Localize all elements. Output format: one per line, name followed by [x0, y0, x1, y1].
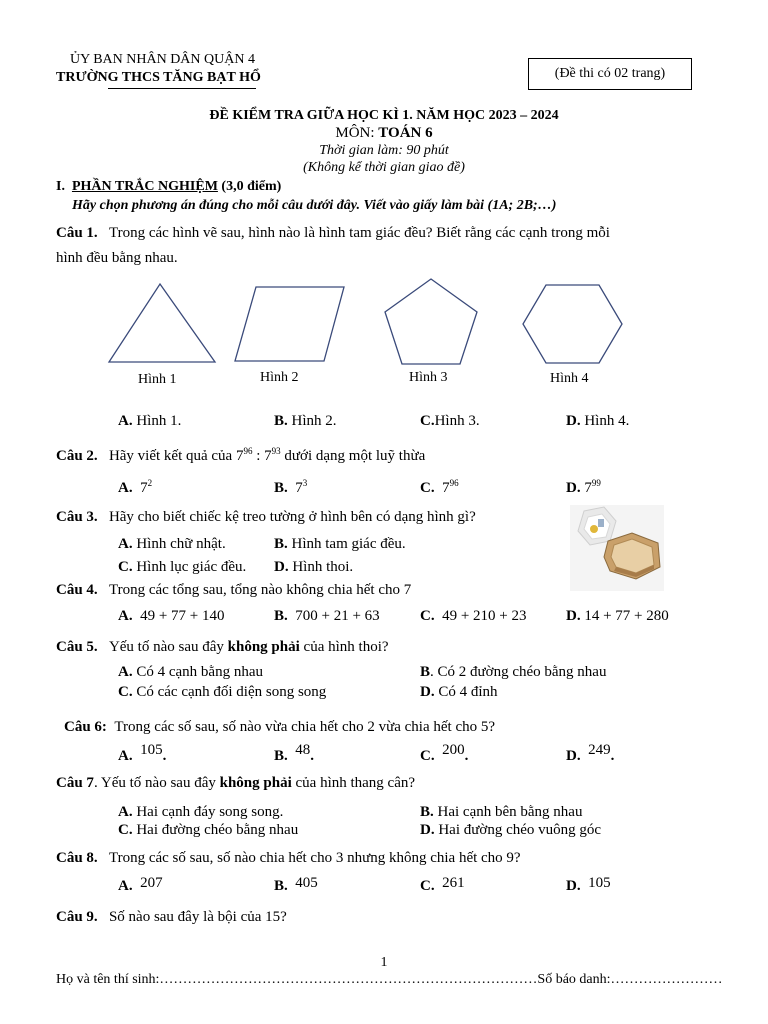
q8-option-b: B. 405	[274, 875, 318, 894]
exam-title: ĐỀ KIỂM TRA GIỮA HỌC KÌ 1. NĂM HỌC 2023 – 2024	[209, 108, 559, 123]
q3-option-d: D. Hình thoi.	[274, 559, 354, 575]
q8-option-a: A. 207	[118, 875, 163, 894]
q8-line	[56, 850, 521, 867]
q5-label: Câu 5.	[56, 639, 98, 655]
q2-label: Câu 2.	[56, 448, 98, 464]
q2-option-c: C. $7^{96}$	[420, 478, 459, 496]
q3-line	[56, 509, 476, 526]
q6-option-b: B. 48.	[274, 742, 315, 764]
page-number: 1	[380, 955, 388, 970]
q6-option-a: A. 105.	[118, 742, 167, 764]
subject-name: TOÁN 6	[378, 125, 433, 141]
subject-label: MÔN:	[335, 125, 379, 141]
q5-option-d: D. Có 4 đỉnh	[420, 684, 498, 700]
hexagon-shelf-photo	[570, 505, 664, 591]
q8-label: Câu 8.	[56, 850, 98, 866]
q1-label: Câu 1.	[56, 225, 98, 241]
q1-text1: Trong các hình vẽ sau, hình nào là hình tam giác đều? Biết rằng các cạnh trong mỗi	[108, 225, 610, 241]
q3-option-a: A. Hình chữ nhật.	[118, 536, 226, 552]
q1-line1	[56, 225, 610, 242]
q7-option-a: A. Hai cạnh đáy song song.	[118, 804, 284, 820]
q4-label: Câu 4.	[56, 582, 98, 598]
exam-time: Thời gian làm: 90 phút	[319, 143, 449, 158]
q1-text2: hình đều bằng nhau.	[56, 250, 178, 266]
pages-note-box: (Đề thi có 02 trang)	[528, 58, 692, 90]
q8-option-d: D. 105	[566, 875, 611, 894]
q1-option-a: A. Hình 1.	[118, 413, 182, 429]
q7-label: Câu 7	[56, 775, 94, 791]
q7-option-c: C. Hai đường chéo bằng nhau	[118, 822, 299, 838]
figure-parallelogram	[234, 285, 346, 363]
q7-option-b: B. Hai cạnh bên bằng nhau	[420, 804, 583, 820]
q4-option-c: C. 49 + 210 + 23	[420, 608, 527, 624]
figure-hexagon	[522, 284, 624, 364]
q2-option-a: A. $7^2$	[118, 478, 153, 496]
q6-line	[64, 719, 495, 736]
q5-option-c: C. Có các cạnh đối diện song song	[118, 684, 327, 700]
figure-label-4: Hình 4	[550, 371, 589, 386]
q2-text-after: dưới dạng một luỹ thừa	[280, 448, 426, 464]
q4-text: Trong các tổng sau, tổng nào không chia hết cho 7	[108, 582, 412, 598]
section-heading	[56, 179, 281, 195]
section-title: PHẦN TRẮC NGHIỆM	[71, 179, 218, 194]
school-underline	[108, 88, 256, 89]
q3-text: Hãy cho biết chiếc kệ treo tường ở hình bên có dạng hình gì?	[108, 509, 476, 525]
q4-option-a: A. 49 + 77 + 140	[118, 608, 225, 624]
q4-option-b: B. 700 + 21 + 63	[274, 608, 380, 624]
q9-label: Câu 9.	[56, 909, 98, 925]
q4-option-d: D. 14 + 77 + 280	[566, 608, 669, 624]
section-points: (3,0 điểm)	[217, 179, 282, 194]
q6-text: Trong các số sau, số nào vừa chia hết cho 2 vừa chia hết cho 5?	[114, 719, 496, 735]
q2-option-b: B. $7^3$	[274, 478, 308, 496]
figure-label-1: Hình 1	[138, 372, 177, 387]
q6-label: Câu 6:	[64, 719, 107, 735]
q7-line: Câu 7. Yếu tố nào sau đây không phải của hình thang cân?	[56, 775, 416, 791]
q1-option-c: C.Hình 3.	[420, 413, 480, 429]
figure-label-3: Hình 3	[409, 370, 448, 385]
q5-option-b: B. Có 2 đường chéo bằng nhau	[420, 664, 607, 680]
q5-line: Câu 5. Yếu tố nào sau đây không phải của hình thoi?	[56, 639, 389, 655]
q8-option-c: C. 261	[420, 875, 465, 894]
q8-text: Trong các số sau, số nào chia hết cho 3 nhưng không chia hết cho 9?	[108, 850, 521, 866]
q2-expression: $7^{96}$ : $7^{93}$	[235, 446, 281, 464]
q1-option-d: D. Hình 4.	[566, 413, 630, 429]
q3-option-b: B. Hình tam giác đều.	[274, 536, 406, 552]
q3-option-c: C. Hình lục giác đều.	[118, 559, 247, 575]
q2-text-before: Hãy viết kết quả của	[108, 448, 236, 464]
q2-line	[56, 446, 425, 465]
exam-time-note: (Không kể thời gian giao đề)	[303, 160, 465, 175]
q9-text: Số nào sau đây là bội của 15?	[108, 909, 287, 925]
figure-label-2: Hình 2	[260, 370, 299, 385]
committee-name: ỦY BAN NHÂN DÂN QUẬN 4	[70, 52, 255, 67]
q3-label: Câu 3.	[56, 509, 98, 525]
q9-line	[56, 909, 287, 926]
q5-option-a: A. Có 4 cạnh bằng nhau	[118, 664, 263, 680]
q6-option-c: C. 200.	[420, 742, 469, 764]
candidate-info-line: Họ và tên thí sinh:………………………………………………………………………Số báo danh:……………………	[56, 972, 723, 987]
q1-option-b: B. Hình 2.	[274, 413, 337, 429]
q7-option-d: D. Hai đường chéo vuông góc	[420, 822, 602, 838]
q4-line	[56, 582, 411, 599]
figure-pentagon	[384, 278, 480, 366]
q2-option-d: D. $7^{99}$	[566, 478, 601, 496]
q6-option-d: D. 249.	[566, 742, 615, 764]
section-instruction: Hãy chọn phương án đúng cho mỗi câu dưới đây. Viết vào giấy làm bài (1A; 2B;…)	[72, 198, 557, 213]
section-number: I.	[56, 179, 65, 194]
exam-subject	[0, 125, 768, 142]
figure-triangle	[108, 282, 218, 364]
school-name: TRƯỜNG THCS TĂNG BẠT HỔ	[56, 70, 261, 85]
